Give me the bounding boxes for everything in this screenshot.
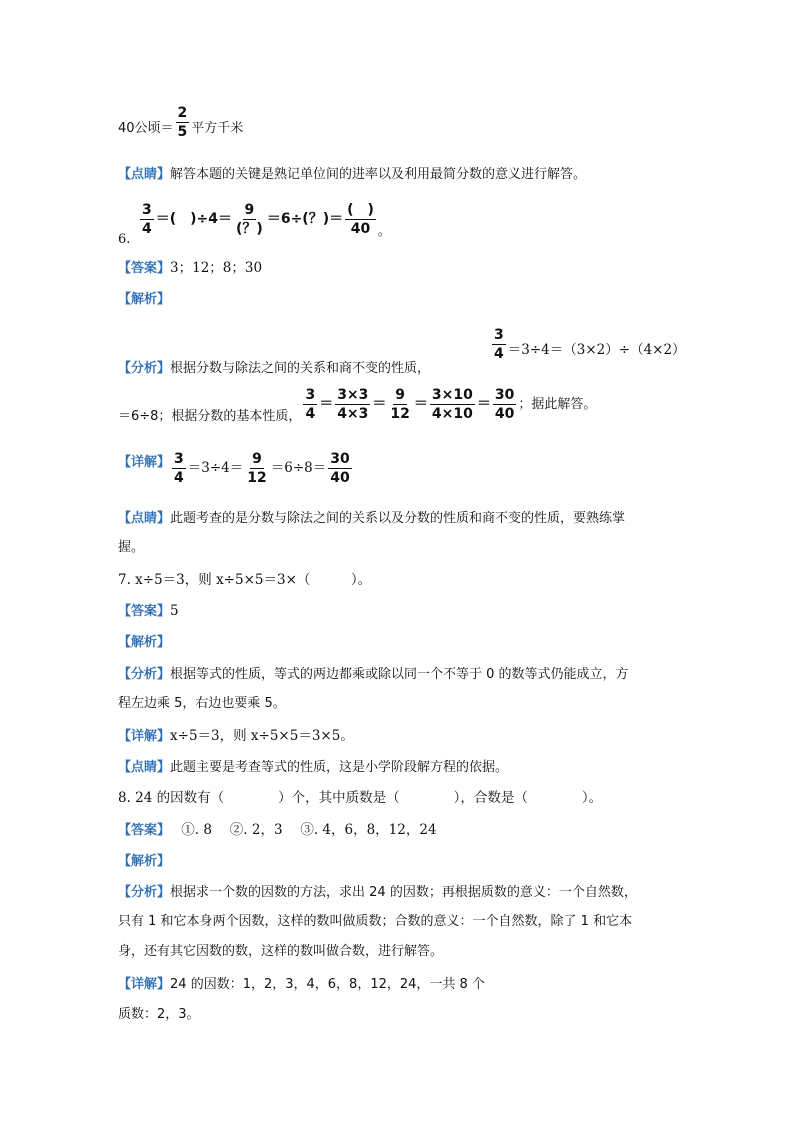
answer-tag: 【答案】 bbox=[118, 604, 171, 619]
fraction bbox=[176, 104, 190, 141]
question-6-equation bbox=[138, 201, 391, 238]
fraction-denominator: 4 bbox=[142, 221, 152, 237]
jiexi-tag: 【解析】 bbox=[118, 635, 171, 650]
fenxi-text: 根据分数与除法之间的关系和商不变的性质， bbox=[170, 361, 431, 376]
dianjing-line bbox=[118, 164, 586, 185]
fraction-denominator: 12 bbox=[390, 406, 410, 422]
fraction-denominator: 4×10 bbox=[431, 406, 473, 422]
q7-fenxi-line bbox=[118, 664, 629, 685]
fraction-denominator: 4 bbox=[305, 406, 316, 422]
q8-fenxi-line-3: 身，还有其它因数的数，这样的数叫做合数，进行解答。 bbox=[118, 944, 444, 959]
fraction-denominator: 12 bbox=[247, 470, 267, 486]
fraction-denominator: 40 bbox=[494, 406, 515, 422]
dianjing-tag: 【点睛】 bbox=[118, 167, 171, 182]
detail-mid: ＝6÷8＝ bbox=[270, 460, 327, 476]
fraction-denominator: 4 bbox=[174, 470, 184, 486]
fenxi-tag: 【分析】 bbox=[118, 361, 171, 376]
q7-jiexi-line bbox=[118, 632, 170, 653]
fraction-numerator: 2 bbox=[177, 105, 188, 121]
equals-sign: ＝ bbox=[319, 396, 334, 412]
fraction bbox=[345, 201, 376, 238]
fenxi-text: 根据等式的性质，等式的两边都乘或除以同一个不等于 0 的数等式仍能成立，方 bbox=[170, 667, 629, 682]
q6-detail-line bbox=[118, 450, 354, 487]
equation-end: 。 bbox=[377, 224, 391, 239]
fraction bbox=[245, 450, 268, 487]
q6-jiexi-line bbox=[118, 289, 170, 310]
jiexi-tag: 【解析】 bbox=[118, 292, 171, 307]
q6-dianjing-line bbox=[118, 508, 625, 529]
fraction-denominator: 4 bbox=[494, 346, 504, 362]
q6-answer-line bbox=[118, 258, 262, 279]
question-8: 8. 24 的因数有（ ）个，其中质数是（ ），合数是（ ）。 bbox=[118, 790, 603, 806]
answer-text: 5 bbox=[170, 603, 179, 619]
fraction-numerator: 9 bbox=[244, 202, 255, 218]
equation-segment: ＝( )÷4＝ bbox=[155, 211, 233, 227]
detail-tag: 【详解】 bbox=[118, 977, 171, 992]
conversion-line bbox=[118, 105, 244, 147]
detail-text: x÷5＝3，则 x÷5×5＝3×5。 bbox=[170, 728, 354, 744]
conversion-prefix: 40公顷＝ bbox=[118, 121, 174, 136]
fraction-numerator: 30 bbox=[494, 387, 515, 403]
fenxi-text: 根据求一个数的因数的方法，求出 24 的因数；再根据质数的意义：一个自然数， bbox=[170, 885, 637, 900]
fraction-numerator: 3×3 bbox=[337, 387, 369, 403]
fraction bbox=[388, 386, 411, 423]
fraction bbox=[303, 386, 317, 423]
fraction-numerator: 3 bbox=[142, 202, 152, 218]
equals-sign: ＝ bbox=[372, 396, 387, 412]
answer-tag: 【答案】 bbox=[118, 261, 171, 276]
fenxi-tag: 【分析】 bbox=[118, 667, 171, 682]
q6-dianjing-line-2: 握。 bbox=[118, 540, 145, 555]
q6-fenxi-line bbox=[118, 326, 686, 376]
fraction-numerator: 3 bbox=[305, 387, 316, 403]
equation-segment: ＝6÷(？)＝ bbox=[266, 211, 344, 227]
dianjing-text: 此题主要是考查等式的性质，这是小学阶段解方程的依据。 bbox=[170, 760, 509, 775]
equals-sign: ＝ bbox=[413, 396, 428, 412]
question-7: 7. x÷5＝3，则 x÷5×5＝3×（ ）。 bbox=[118, 572, 372, 588]
q8-detail-line bbox=[118, 974, 485, 995]
fenxi2-suffix: ；据此解答。 bbox=[518, 397, 597, 412]
fraction bbox=[172, 450, 186, 487]
q7-detail-line bbox=[118, 726, 354, 747]
dianjing-tag: 【点睛】 bbox=[118, 511, 171, 526]
dianjing-text: 解答本题的关键是熟记单位间的进率以及利用最简分数的意义进行解答。 bbox=[170, 167, 587, 182]
question-6-number: 6. bbox=[118, 232, 131, 247]
q8-fenxi-line-2: 只有 1 和它本身两个因数，这样的数叫做质数；合数的意义：一个自然数，除了 1 和它本 bbox=[118, 914, 633, 929]
fraction-denominator: 4×3 bbox=[337, 406, 369, 422]
q8-detail-line-2: 质数：2，3。 bbox=[118, 1007, 200, 1022]
detail-text: 24 的因数：1，2，3，4，6，8，12，24，一共 8 个 bbox=[170, 977, 485, 992]
fenxi-tail: ＝3÷4＝（3×2）÷（4×2） bbox=[507, 342, 686, 358]
answer-text: ①. 8 ②. 2，3 ③. 4，6，8，12，24 bbox=[163, 822, 437, 838]
fraction bbox=[493, 386, 516, 423]
dianjing-tag: 【点睛】 bbox=[118, 760, 171, 775]
fraction-numerator: ( ) bbox=[347, 202, 374, 218]
q7-dianjing-line bbox=[118, 757, 508, 778]
q6-fenxi2-line bbox=[118, 386, 596, 423]
detail-mid: ＝3÷4＝ bbox=[187, 460, 244, 476]
fraction-denominator: 5 bbox=[177, 124, 188, 140]
detail-tag: 【详解】 bbox=[118, 729, 171, 744]
answer-text: 3；12；8；30 bbox=[170, 260, 263, 276]
fraction-denominator: 40 bbox=[350, 221, 371, 237]
fraction bbox=[140, 201, 154, 238]
fraction bbox=[492, 326, 506, 363]
detail-tag: 【详解】 bbox=[118, 455, 171, 470]
fraction bbox=[335, 386, 370, 423]
dianjing-text: 此题考查的是分数与除法之间的关系以及分数的性质和商不变的性质，要熟练掌 bbox=[170, 511, 626, 526]
conversion-suffix: 平方千米 bbox=[191, 121, 244, 136]
jiexi-tag: 【解析】 bbox=[118, 854, 171, 869]
fraction-numerator: 3 bbox=[174, 451, 184, 467]
fenxi-tag: 【分析】 bbox=[118, 885, 171, 900]
answer-tag: 【答案】 bbox=[118, 823, 164, 838]
q8-jiexi-line bbox=[118, 851, 170, 872]
fraction-denominator: (？) bbox=[236, 221, 263, 237]
fenxi2-prefix: ＝6÷8；根据分数的基本性质， bbox=[118, 409, 302, 424]
q8-fenxi-line bbox=[118, 882, 637, 903]
fraction bbox=[328, 450, 351, 487]
fraction-numerator: 9 bbox=[252, 451, 262, 467]
fraction-numerator: 3×10 bbox=[431, 387, 473, 403]
fraction-numerator: 9 bbox=[395, 387, 406, 403]
fraction-numerator: 30 bbox=[330, 451, 350, 467]
q8-answer-line bbox=[118, 820, 437, 841]
equals-sign: ＝ bbox=[476, 396, 491, 412]
q7-answer-line bbox=[118, 601, 179, 622]
fraction-numerator: 3 bbox=[494, 327, 504, 343]
fraction bbox=[430, 386, 475, 423]
fraction bbox=[234, 201, 265, 238]
fraction-denominator: 40 bbox=[330, 470, 350, 486]
q7-fenxi-line-2: 程左边乘 5，右边也要乘 5。 bbox=[118, 696, 286, 711]
